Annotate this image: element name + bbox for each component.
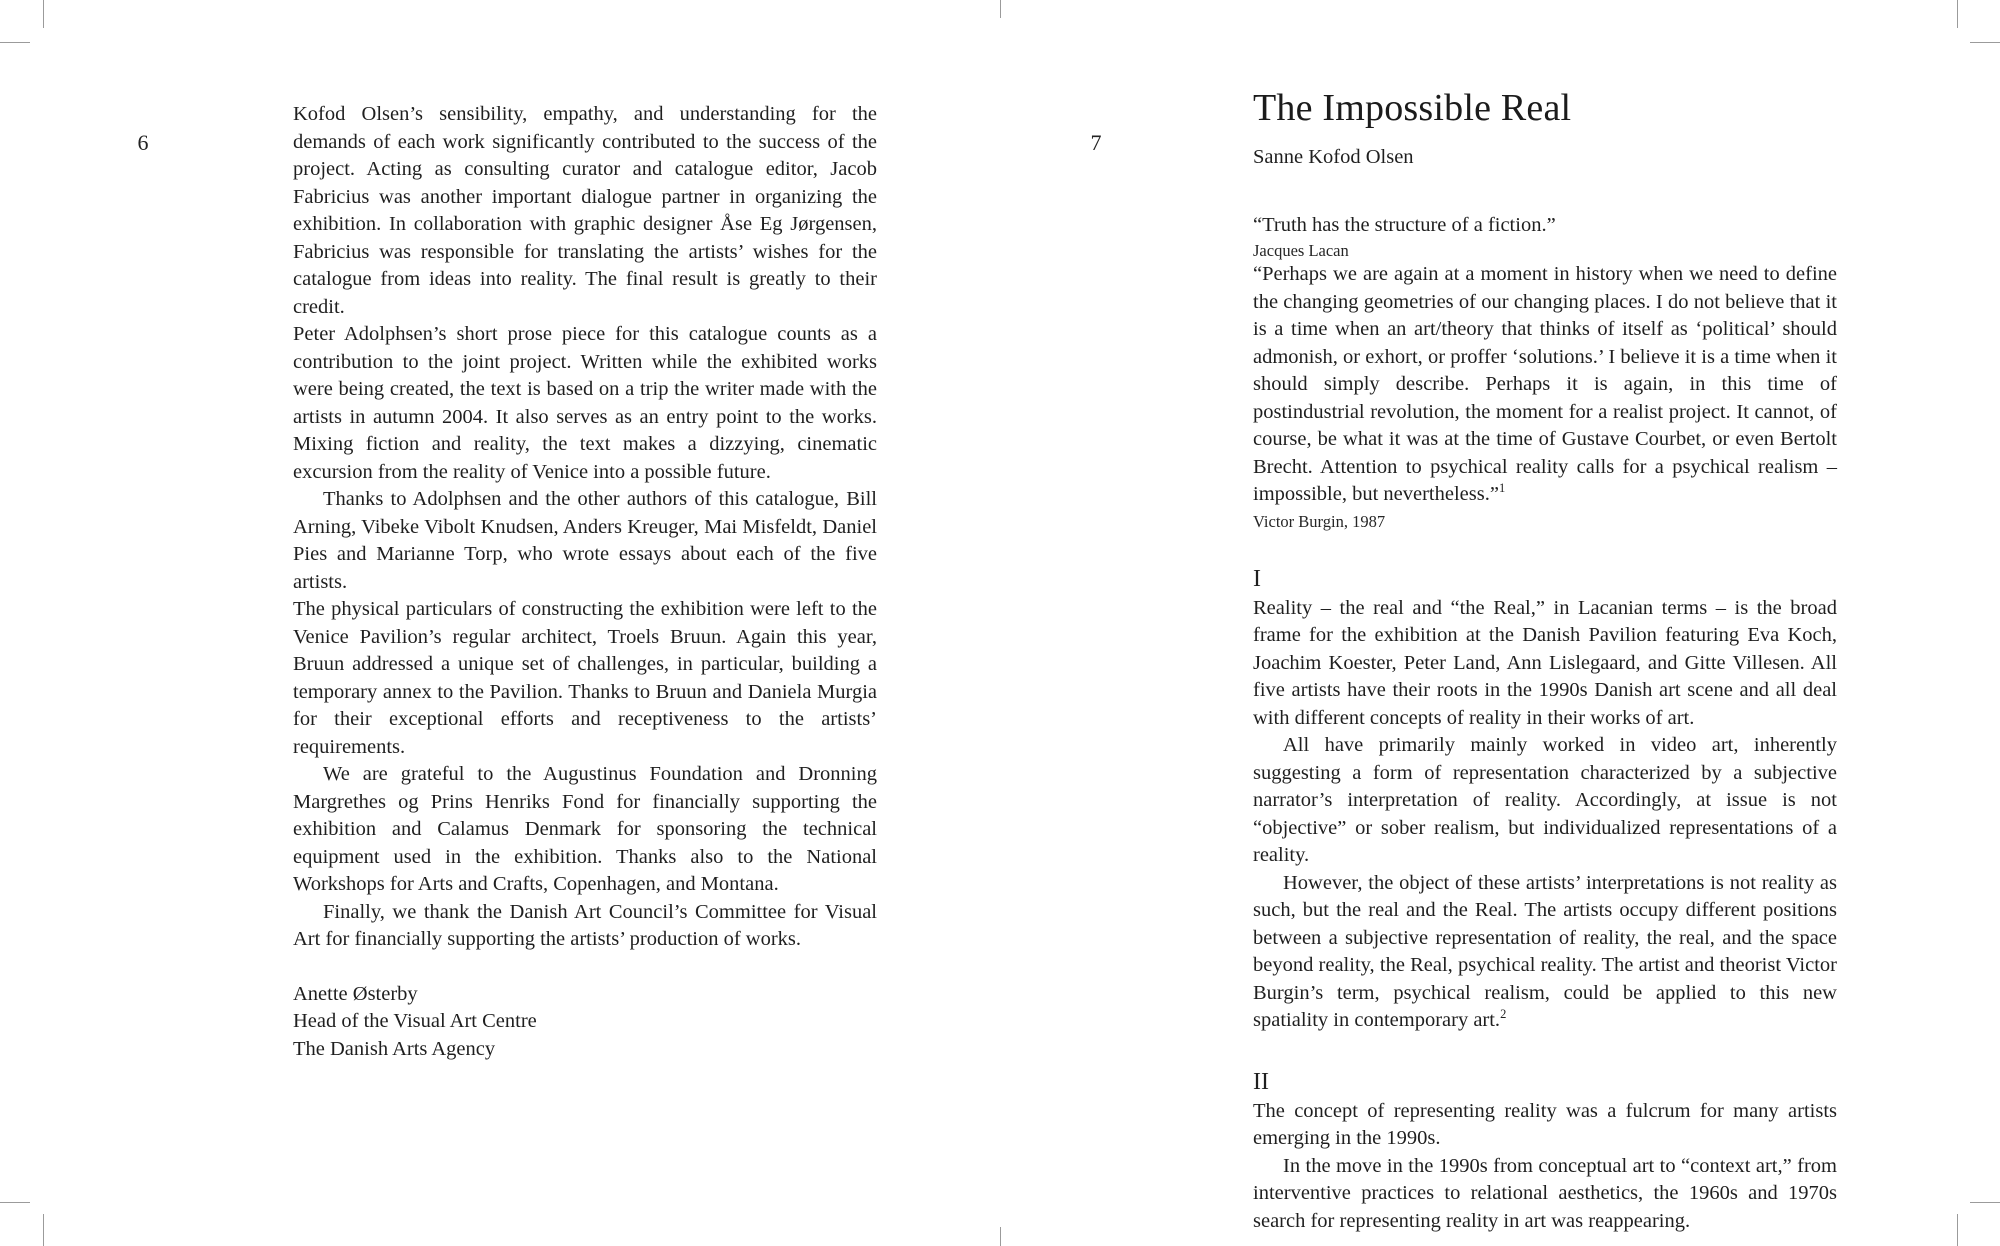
crop-mark-bottom-right-vertical (1957, 1214, 1958, 1246)
footnote-reference-1: 1 (1498, 481, 1506, 496)
opening-quote (1253, 261, 1837, 509)
signature-role: Head of the Visual Art Centre (293, 1010, 537, 1032)
acknowledgments-paragraph: Kofod Olsen’s sensibility, empathy, and understanding for the demands of each work significantly contributed to the success of the project. Acting as consulting curator and catalogue editor, Jacob Fabricius was another important dialogue partner in organizing the exhibition. In collaboration with graphic designer Åse Eg Jørgensen, Fabricius was responsible for translating the artists’ wishes for the catalogue from ideas into reality. The final result is greatly to their credit. (293, 103, 877, 318)
footnote-reference-2: 2 (1500, 1007, 1507, 1022)
signature-name: Anette Østerby (293, 982, 418, 1005)
crop-mark-center-top (1000, 0, 1001, 18)
acknowledgments-paragraph: Thanks to Adolphsen and the other authors of this catalogue, Bill Arning, Vibeke Vibolt Knudsen, Anders Kreuger, Mai Misfeldt, Daniel Pies and Marianne Torp, who wrote essays about each of the five artists. (293, 488, 877, 593)
crop-mark-bottom-left-horizontal (0, 1202, 30, 1203)
crop-mark-center-bottom (1000, 1227, 1001, 1246)
essay-paragraph: Reality – the real and “the Real,” in Lacanian terms – is the broad frame for the exhibition at the Danish Pavilion featuring Eva Koch, Joachim Koester, Peter Land, Ann Lislegaard, and Gitte Villesen. All five artists have their roots in the 1990s Danish art scene and all deal with different concepts of reality in their works of art. (1253, 596, 1837, 729)
acknowledgments-paragraph: Finally, we thank the Danish Art Council’s Committee for Visual Art for financially supporting the artists’ production of works. (293, 900, 877, 950)
epigraph-quote: “Truth has the structure of a fiction.” (1253, 214, 1556, 236)
crop-mark-top-right-vertical (1957, 0, 1958, 28)
signature-block (293, 981, 877, 1064)
left-page-text-column (293, 101, 877, 1063)
right-page-text-column (1253, 86, 1837, 1235)
article-title: The Impossible Real (1253, 87, 1572, 129)
epigraph-attribution: Jacques Lacan (1253, 241, 1349, 260)
acknowledgments-paragraph: The physical particulars of constructing the exhibition were left to the Venice Pavilion’s regular architect, Troels Bruun. Again this year, Bruun addressed a unique set of challenges, in particular, building a temporary annex to the Pavilion. Thanks to Bruun and Daniela Murgia for their exceptional efforts and receptiveness to the artists’ requirements. (293, 598, 877, 758)
acknowledgments-paragraph: We are grateful to the Augustinus Foundation and Dronning Margrethes og Prins Henriks Fond for financially supporting the exhibition and Calamus Denmark for sponsoring the technical equipment used in the exhibition. Thanks also to the National Workshops for Arts and Crafts, Copenhagen, and Montana. (293, 763, 877, 895)
opening-quote-attribution: Victor Burgin, 1987 (1253, 511, 1386, 531)
crop-mark-top-left-horizontal (0, 42, 30, 43)
essay-paragraph: The concept of representing reality was a fulcrum for many artists emerging in the 1990s. (1253, 1099, 1837, 1149)
crop-mark-top-right-horizontal (1970, 42, 2000, 43)
essay-paragraph: In the move in the 1990s from conceptual art to “context art,” from interventive practices to relational aesthetics, the 1960s and 1970s search for representing reality in art was reappearing. (1253, 1154, 1837, 1232)
author-name: Sanne Kofod Olsen (1253, 146, 1414, 168)
page-number-left: 6 (137, 130, 149, 155)
opening-quote-text: “Perhaps we are again at a moment in history when we need to define the changing geometries of our changing places. I do not believe that it is a time when an art/theory that thinks of itself as ‘political’ should admonish, or exhort, or proffer ‘solutions.’ I believe it is a time when it should simply describe. Perhaps it is again, in this time of postindustrial revolution, the moment for a realist project. It cannot, of course, be what it was at the time of Gustave Courbet, or even Bertolt Brecht. Attention to psychical reality calls for a psychical realism – impossible, but nevertheless.” (1253, 263, 1837, 505)
essay-paragraph-text: However, the object of these artists’ interpretations is not reality as such, but the real and the Real. The artists occupy different positions between a subjective representation of reality, the real, and the space beyond reality, the Real, psychical reality. The artist and theorist Victor Burgin’s term, psychical realism, could be applied to this new spatiality in contemporary art. (1253, 871, 1837, 1031)
acknowledgments-paragraph: Peter Adolphsen’s short prose piece for this catalogue counts as a contribution to the joint project. Written while the exhibited works were being created, the text is based on a trip the writer made with the artists in autumn 2004. It also serves as an entry point to the works. Mixing fiction and reality, the text makes a dizzying, cinematic excursion from the reality of Venice into a possible future. (293, 323, 877, 483)
section-heading-2: II (1253, 1068, 1269, 1095)
signature-organization: The Danish Arts Agency (293, 1037, 496, 1060)
essay-paragraph: All have primarily mainly worked in video art, inherently suggesting a form of representation characterized by a subjective narrator’s interpretation of reality. Accordingly, at issue is not “objective” or sober realism, but individualized representations of a reality. (1253, 734, 1837, 866)
essay-section-2 (1253, 1068, 1837, 1236)
essay-paragraph (1253, 870, 1837, 1035)
section-heading-1: I (1253, 565, 1261, 592)
crop-mark-top-left-vertical (43, 0, 44, 28)
page-number-right: 7 (1090, 130, 1102, 155)
epigraph (1253, 212, 1837, 261)
crop-mark-bottom-right-horizontal (1970, 1202, 2000, 1203)
crop-mark-bottom-left-vertical (43, 1214, 44, 1246)
essay-section-1 (1253, 565, 1837, 1035)
